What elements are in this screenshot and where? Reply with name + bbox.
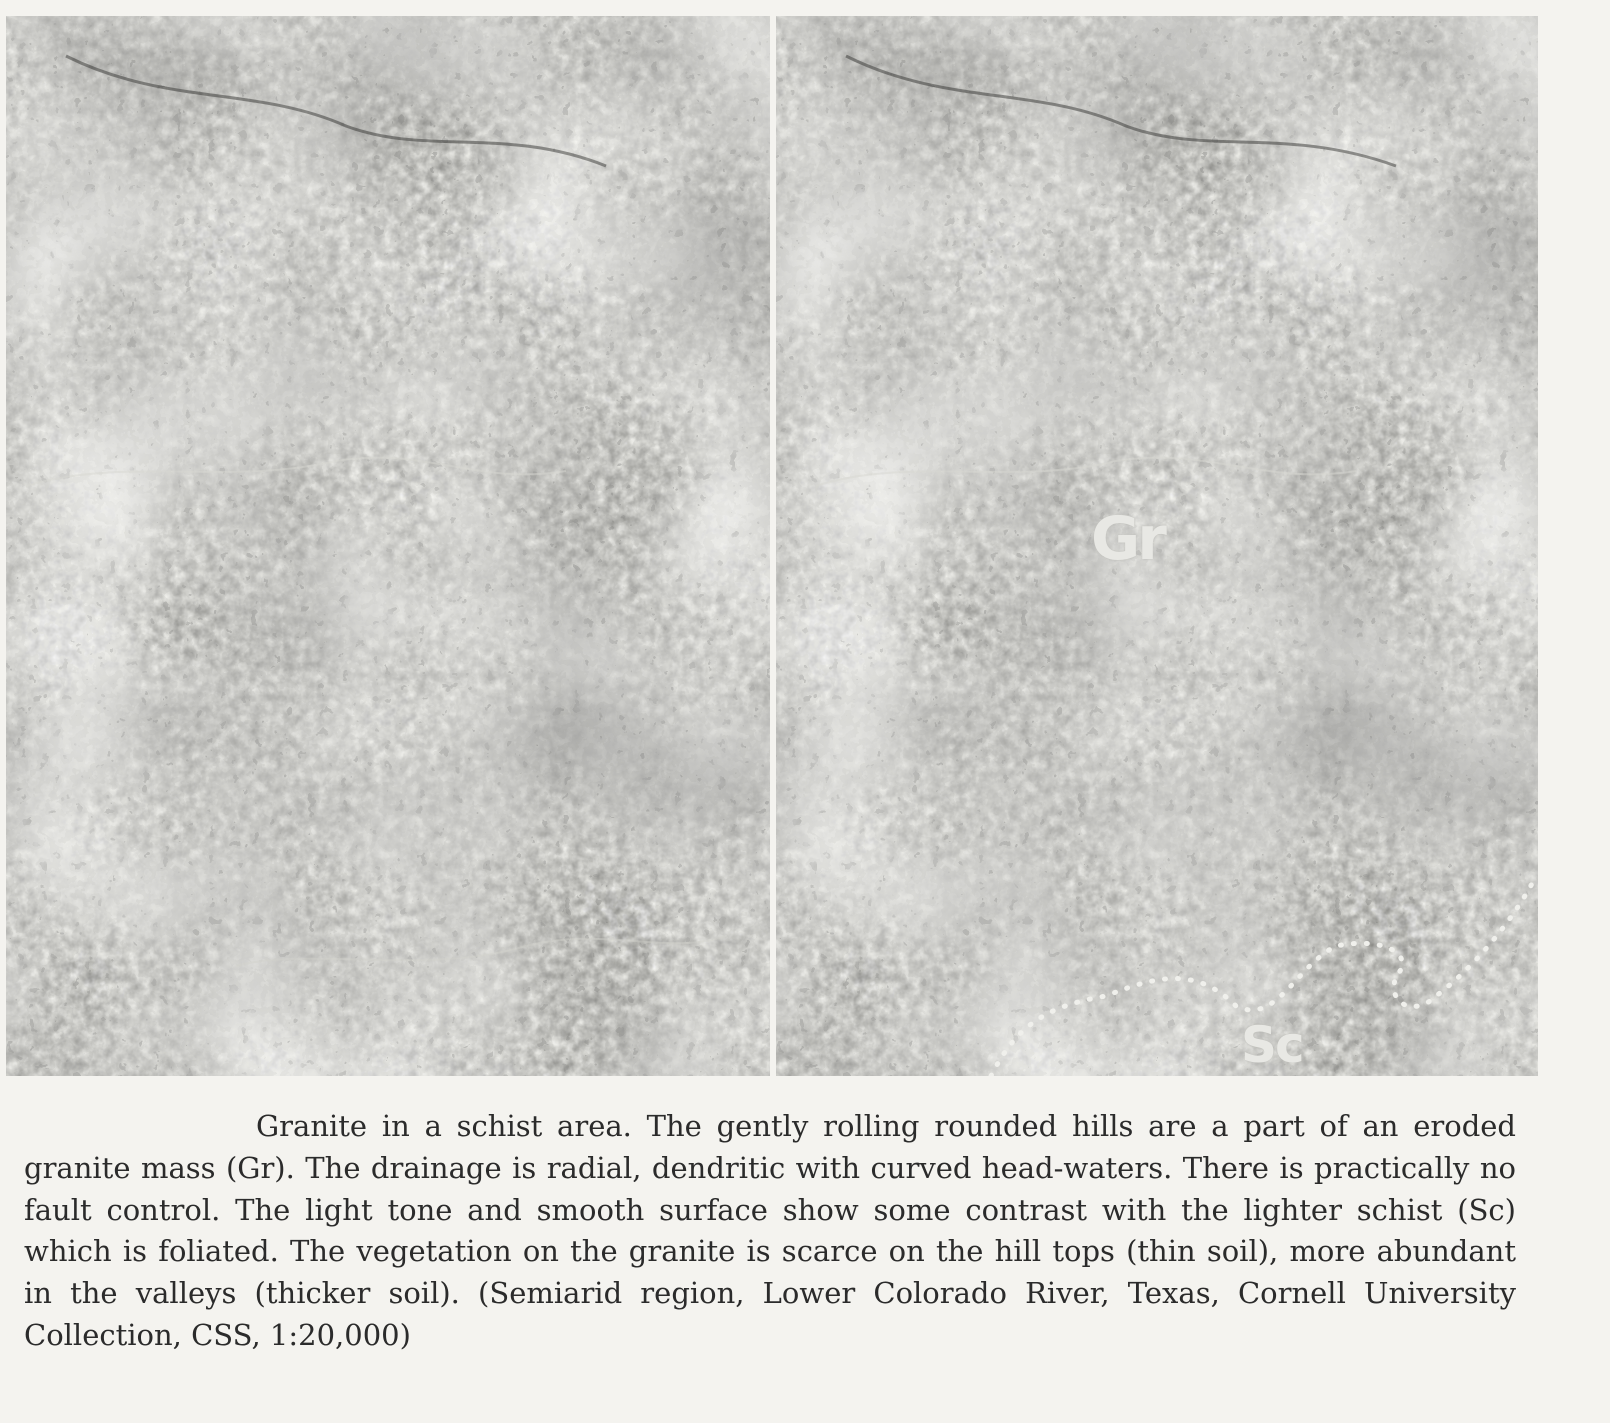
figure-caption: Granite in a schist area. The gently rolling rounded hills are a part of an eroded granite mass (Gr). The drainage is radial, dendritic with curved head-waters. There is practically no fault control. The light tone and smooth surface show some contrast with the lighter schist (Sc) which is foliated. The vegetation on the granite is scarce on the hill tops (thin soil), more abundant in the valleys (thicker soil). (Semiarid region, Lower Colorado River, Texas, Cornell University Collection, CSS, 1:20,000) [24,1109,1516,1352]
schist-label: Sc [1241,1016,1303,1074]
granite-label: Gr [1091,504,1164,574]
aerial-photo-left [6,16,770,1076]
aerial-photo-left-texture [6,16,770,1076]
aerial-photo-right [776,16,1538,1076]
